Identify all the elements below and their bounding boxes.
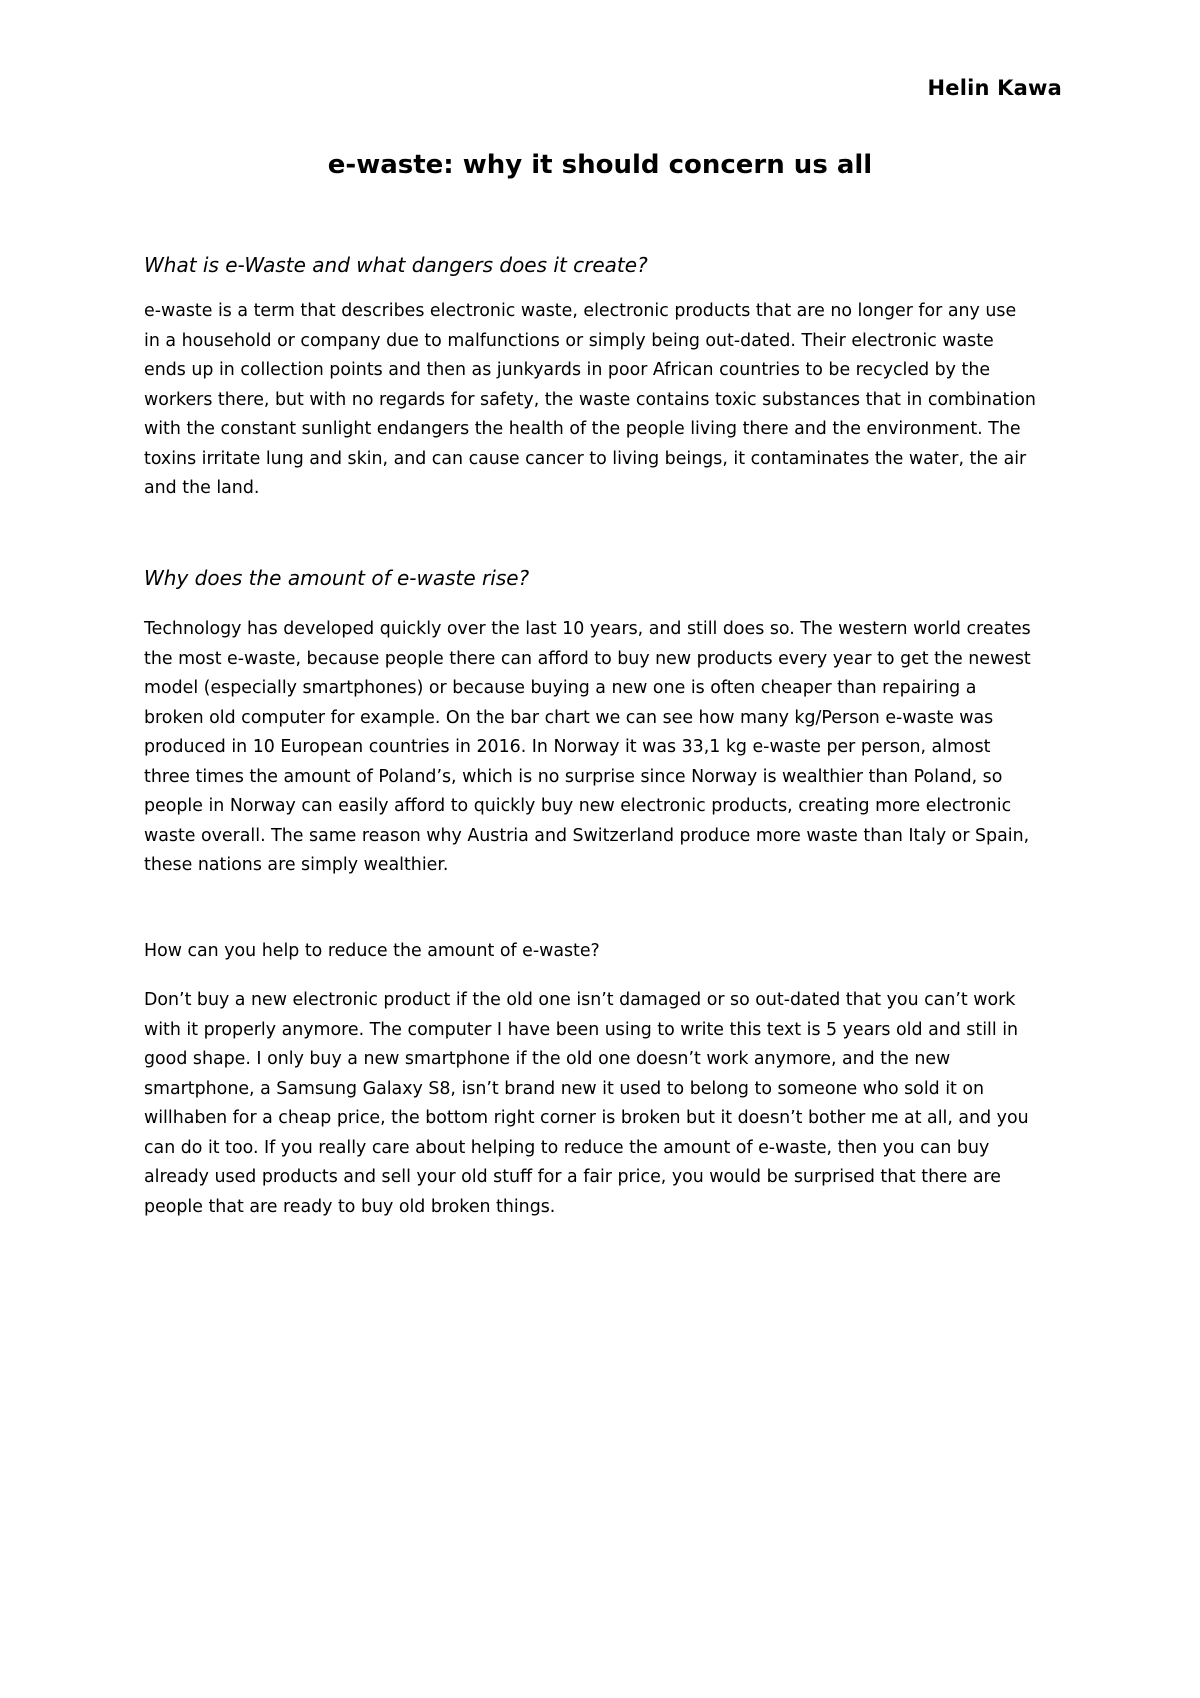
paragraph-line: willhaben for a cheap price, the bottom right corner is broken but it doesn’t bother me at all, and you — [144, 1108, 1029, 1128]
paragraph-line: people that are ready to buy old broken things. — [144, 1196, 556, 1217]
paragraph-line: broken old computer for example. On the bar chart we can see how many kg/Person e-waste was — [144, 707, 994, 728]
paragraph-line: and the land. — [144, 478, 260, 498]
paragraph-line: ends up in collection points and then as junkyards in poor African countries to be recycled by the — [144, 360, 991, 380]
paragraph-line: e-waste is a term that describes electronic waste, electronic products that are no longer for any use — [144, 301, 1017, 321]
paragraph-line: waste overall. The same reason why Austria and Switzerland produce more waste than Italy or Spain, — [144, 825, 1030, 846]
document-title: e-waste: why it should concern us all — [327, 150, 873, 180]
paragraph-line: produced in 10 European countries in 2016. In Norway it was 33,1 kg e-waste per person, almost — [144, 737, 991, 757]
section-paragraph-how-to-help — [144, 986, 1064, 1222]
paragraph-line: good shape. I only buy a new smartphone if the old one doesn’t work anymore, and the new — [144, 1049, 951, 1069]
paragraph-line: already used products and sell your old stuff for a fair price, you would be surprised that there are — [144, 1167, 1001, 1187]
paragraph-line: Don’t buy a new electronic product if the old one isn’t damaged or so out-dated that you can’t work — [144, 990, 1016, 1010]
paragraph-line: these nations are simply wealthier. — [144, 855, 449, 875]
paragraph-line: three times the amount of Poland’s, which is no surprise since Norway is wealthier than Poland, so — [144, 766, 1003, 787]
paragraph-line: model (especially smartphones) or because buying a new one is often cheaper than repairing a — [144, 678, 977, 698]
paragraph-line: can do it too. If you really care about helping to reduce the amount of e-waste, then you can buy — [144, 1137, 990, 1158]
section-heading-why-rise: Why does the amount of e-waste rise? — [144, 566, 530, 590]
section-paragraph-why-rise — [144, 615, 1064, 881]
paragraph-line: with the constant sunlight endangers the health of the people living there and the environment. The — [144, 419, 1021, 439]
paragraph-line: Technology has developed quickly over the last 10 years, and still does so. The western world creates — [144, 619, 1031, 639]
section-paragraph-what-is-ewaste — [144, 297, 1064, 504]
section-heading-how-to-help: How can you help to reduce the amount of e-waste? — [144, 941, 600, 961]
paragraph-line: workers there, but with no regards for safety, the waste contains toxic substances that in combination — [144, 389, 1036, 410]
paragraph-line: in a household or company due to malfunctions or simply being out-dated. Their electronic waste — [144, 330, 994, 351]
paragraph-line: smartphone, a Samsung Galaxy S8, isn’t brand new it used to belong to someone who sold it on — [144, 1078, 985, 1099]
paragraph-line: with it properly anymore. The computer I have been using to write this text is 5 years old and still in — [144, 1019, 1019, 1040]
paragraph-line: people in Norway can easily afford to quickly buy new electronic products, creating more electronic — [144, 796, 1012, 816]
paragraph-line: the most e-waste, because people there can afford to buy new products every year to get the newest — [144, 648, 1031, 669]
section-heading-what-is-ewaste: What is e-Waste and what dangers does it create? — [144, 253, 648, 277]
author-name: Helin Kawa — [927, 76, 1062, 100]
paragraph-line: toxins irritate lung and skin, and can cause cancer to living beings, it contaminates the water, the air — [144, 448, 1027, 469]
